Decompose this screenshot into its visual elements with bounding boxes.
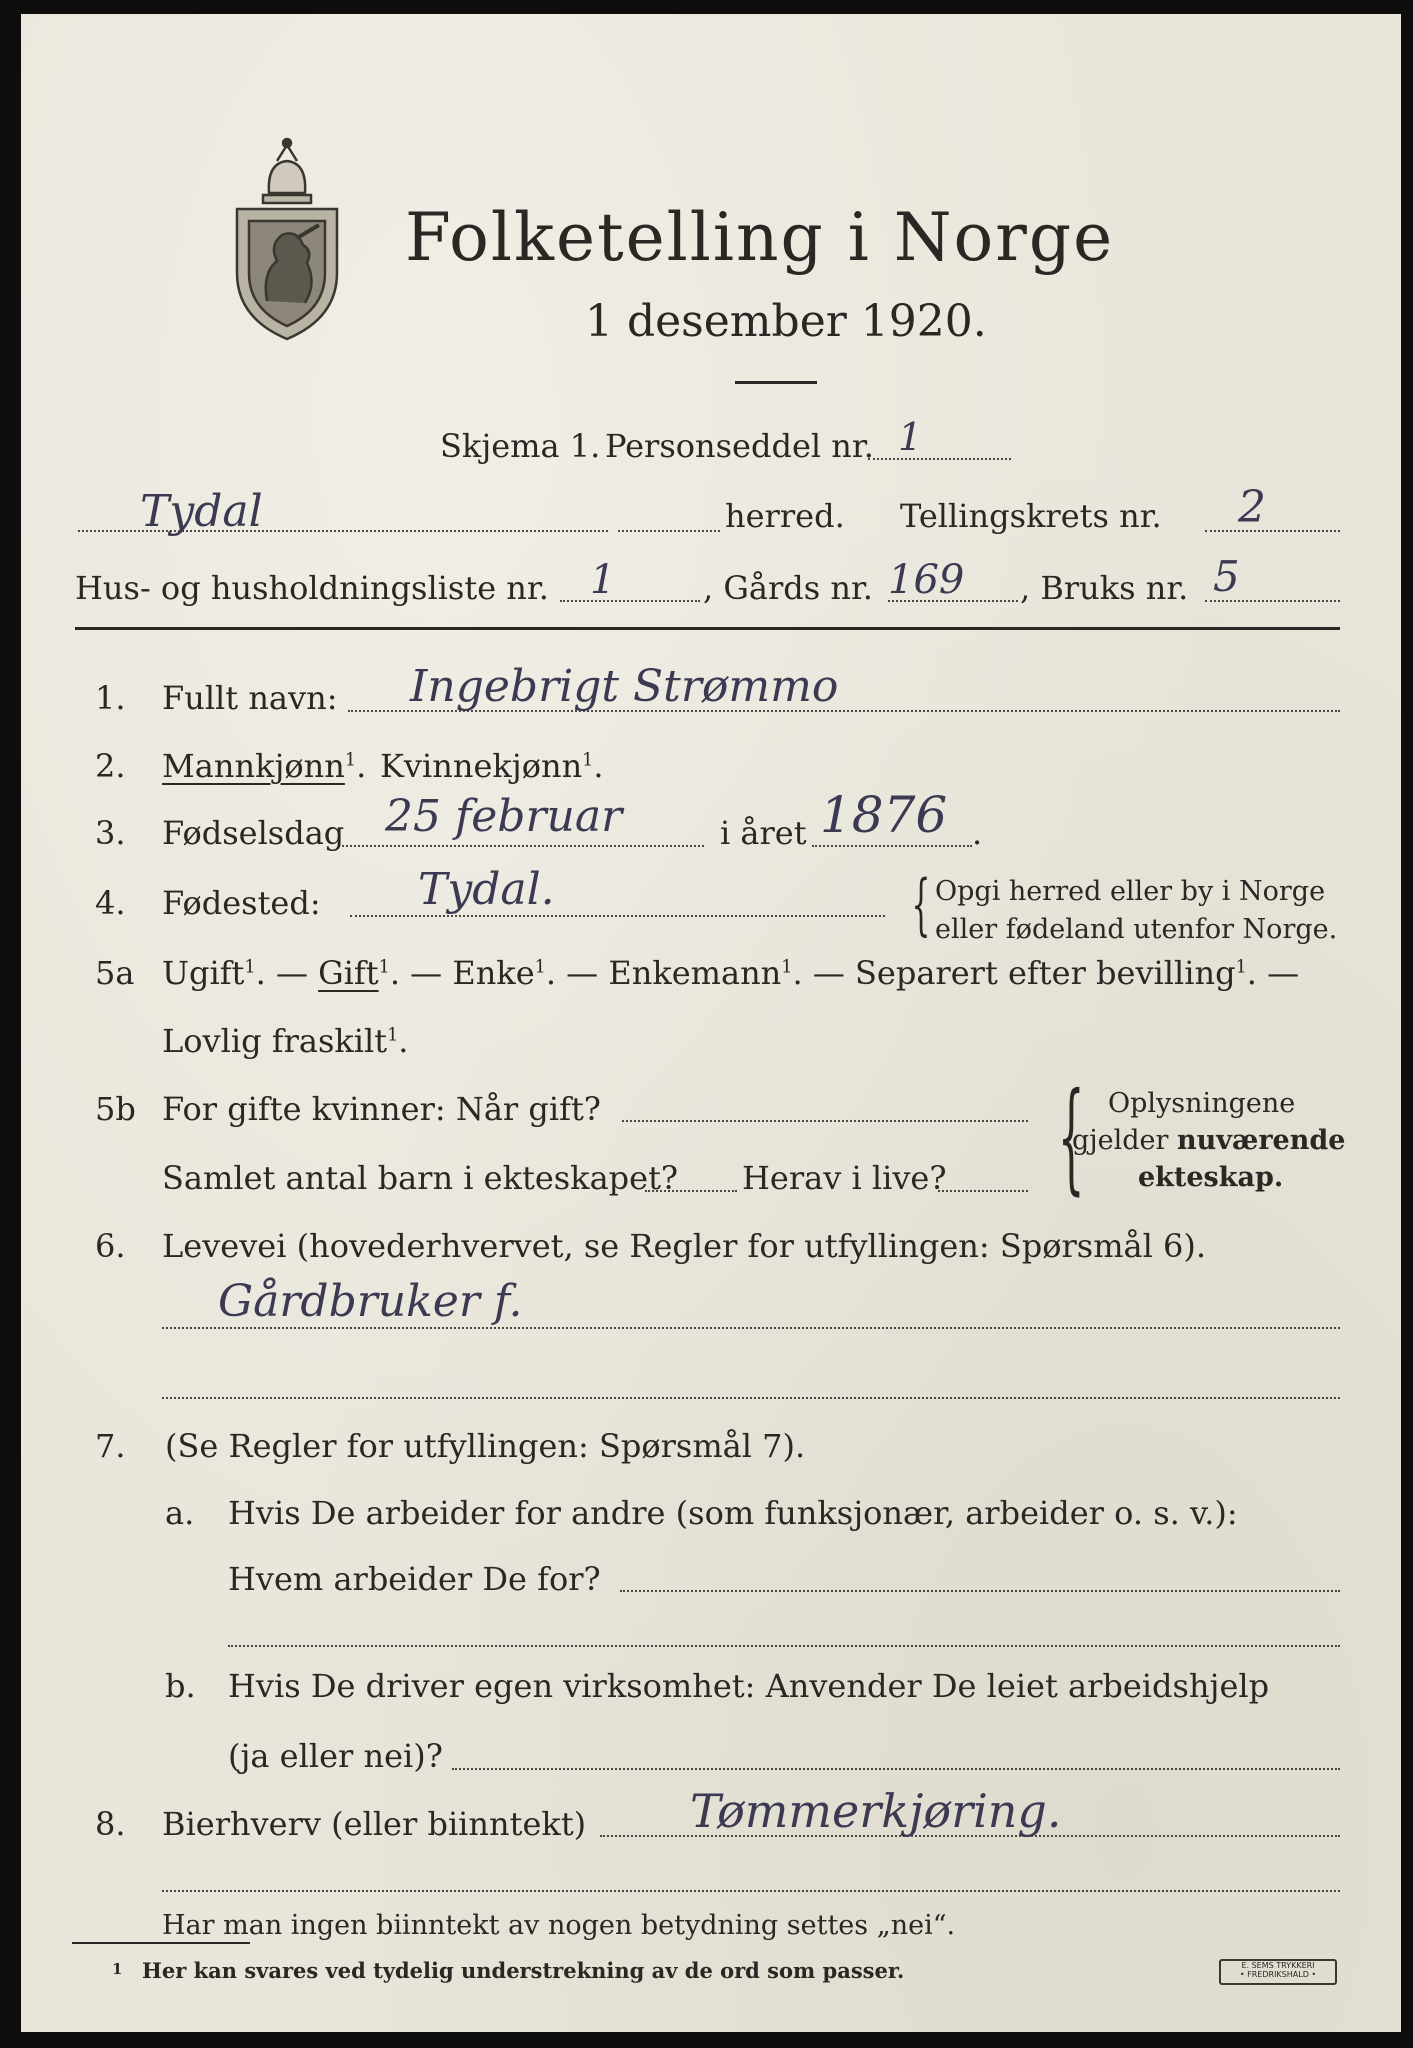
q8-label: Bierhverv (eller biinntekt): [162, 1805, 587, 1843]
page-title: Folketelling i Norge: [405, 199, 1115, 276]
herred-line-2: [618, 530, 720, 532]
herred-line: [78, 530, 608, 532]
q8-line-2: [162, 1890, 1340, 1892]
q3-number: 3.: [95, 814, 126, 852]
q4-brace: {: [911, 866, 931, 943]
q1-number: 1.: [95, 679, 126, 717]
bruks-label: , Bruks nr.: [1020, 569, 1189, 607]
q5a-fraskilt-option: [162, 1022, 409, 1060]
q5b-line1: For gifte kvinner: Når gift?: [162, 1090, 601, 1128]
q5a-ugift: Ugift: [162, 954, 245, 992]
q4-value: Tydal.: [418, 864, 555, 915]
q5a-fn-gift: 1: [378, 957, 390, 978]
q5a-separert: Separert efter bevilling: [855, 954, 1236, 992]
footnote-part-b: tydelig understrekning: [373, 1958, 645, 1983]
q3-day-value: 25 februar: [385, 791, 623, 842]
q3-year-label: i året: [720, 814, 807, 852]
q6-line-2: [162, 1397, 1340, 1399]
q5b-alive-line: [938, 1190, 1028, 1192]
q6-value: Gårdbruker f.: [218, 1276, 523, 1327]
personseddel-label: Personseddel nr.: [605, 427, 874, 465]
q7a-text-2: Hvem arbeider De for?: [228, 1560, 601, 1598]
footnote-mark: 1: [112, 1960, 123, 1978]
q1-label: Fullt navn:: [162, 679, 338, 717]
q5b-note-2b: nuværende: [1177, 1125, 1346, 1156]
stamp-line-2: • FREDRIKSHALD •: [1239, 1970, 1317, 1979]
q5b-note-1: Oplysningene: [1108, 1088, 1296, 1119]
printer-stamp: [1219, 1959, 1337, 1985]
q5a-fraskilt: Lovlig fraskilt: [162, 1022, 388, 1060]
q7b-line: [452, 1768, 1340, 1770]
herred-value: Tydal: [140, 486, 263, 537]
q6-number: 6.: [95, 1227, 126, 1265]
q6-label: Levevei (hovederhvervet, se Regler for utfyllingen: Spørsmål 6).: [162, 1227, 1207, 1265]
q1-value: Ingebrigt Strømmo: [410, 661, 839, 712]
q2-male-period: .: [356, 747, 367, 785]
q5b-children-line: [645, 1190, 737, 1192]
footer-note: Har man ingen biinntekt av nogen betydning settes „nei“.: [162, 1910, 956, 1941]
q5a-end: .: [398, 1022, 409, 1060]
q5a-sep-1: . —: [255, 954, 308, 992]
q5a-sep-2: . —: [389, 954, 443, 992]
q2-female-option: [380, 747, 604, 785]
q5b-brace: {: [1057, 1068, 1085, 1207]
q5b-line2b: Herav i live?: [742, 1159, 947, 1197]
q3-year-value: 1876: [820, 786, 948, 844]
q5a-fn-enkemann: 1: [781, 957, 793, 978]
q4-line: [350, 915, 885, 917]
q5a-fn-separert: 1: [1235, 957, 1247, 978]
personseddel-value: 1: [898, 415, 923, 459]
tellingskrets-label: Tellingskrets nr.: [900, 497, 1162, 535]
q5b-note-2: [1072, 1127, 1345, 1154]
q2-female-footnote: 1: [582, 750, 594, 771]
q5b-line2a: Samlet antal barn i ekteskapet?: [162, 1159, 679, 1197]
personseddel-line: [868, 458, 1011, 460]
q5a-fn-fraskilt: 1: [387, 1025, 399, 1046]
q5a-gift: Gift: [318, 954, 379, 992]
herred-label: herred.: [725, 497, 845, 535]
q4-note-2: eller fødeland utenfor Norge.: [935, 914, 1338, 945]
gards-value: 169: [888, 557, 965, 603]
q7a-text: Hvis De arbeider for andre (som funksjonær, arbeider o. s. v.):: [228, 1494, 1238, 1532]
q5a-sep-3: . —: [545, 954, 599, 992]
footnote-part-c: av de ord som passer.: [651, 1958, 905, 1983]
q5b-married-line: [622, 1120, 1028, 1122]
q2-female-period: .: [593, 747, 604, 785]
q2-female-label: Kvinnekjønn: [380, 747, 583, 785]
q2-male-option: [162, 747, 367, 785]
bruks-value: 5: [1213, 552, 1240, 601]
q5b-number: 5b: [95, 1090, 136, 1128]
q2-number: 2.: [95, 747, 126, 785]
q7a-letter: a.: [165, 1494, 195, 1532]
q7a-line-2: [228, 1645, 1340, 1647]
footnote: [142, 1960, 904, 1981]
q5b-note-2a: gjelder: [1072, 1125, 1169, 1156]
q3-end: .: [972, 814, 983, 852]
q7-number: 7.: [95, 1427, 126, 1465]
q3-day-line: [342, 845, 704, 847]
husliste-value: 1: [590, 557, 616, 603]
q5a-enkemann: Enkemann: [608, 954, 782, 992]
husliste-label: Hus- og husholdningsliste nr.: [75, 569, 549, 607]
q3-year-line: [812, 845, 972, 847]
census-date: 1 desember 1920.: [585, 296, 987, 347]
footnote-rule: [72, 1942, 250, 1944]
q4-number: 4.: [95, 884, 126, 922]
q7b-text-2: (ja eller nei)?: [228, 1737, 443, 1775]
q5a-number: 5a: [95, 954, 135, 992]
q8-value: Tømmerkjøring.: [690, 1784, 1062, 1838]
q5a-sep-5: . —: [1246, 954, 1300, 992]
q5a-fn-enke: 1: [534, 957, 546, 978]
q7b-text: Hvis De driver egen virksomhet: Anvender De leiet arbeidshjelp: [228, 1667, 1270, 1705]
q2-male-footnote: 1: [344, 750, 357, 771]
q4-label: Fødested:: [162, 884, 321, 922]
tellingskrets-line: [1205, 530, 1340, 532]
husliste-line: [560, 600, 700, 602]
gards-label: , Gårds nr.: [703, 569, 873, 607]
header-divider: [75, 627, 1340, 630]
q8-number: 8.: [95, 1805, 126, 1843]
q5b-note-3: ekteskap.: [1138, 1162, 1284, 1193]
q5a-sep-4: . —: [792, 954, 845, 992]
q3-label: Fødselsdag: [162, 814, 345, 852]
q2-male-label: Mannkjønn: [162, 747, 345, 785]
q4-note-1: Opgi herred eller by i Norge: [935, 876, 1326, 907]
stamp-line-1: E. SEMS TRYKKERI: [1241, 1961, 1315, 1970]
tellingskrets-value: 2: [1238, 482, 1266, 533]
q7b-letter: b.: [165, 1667, 196, 1705]
skjema-label: Skjema 1.: [440, 427, 601, 465]
q5a-enke: Enke: [452, 954, 535, 992]
footnote-part-a: Her kan svares ved: [142, 1958, 366, 1983]
q5a-options: [162, 954, 1300, 992]
q6-line-1: [162, 1327, 1340, 1329]
q7-label: (Se Regler for utfyllingen: Spørsmål 7).: [165, 1427, 806, 1465]
coat-of-arms-icon: [227, 133, 347, 343]
q7a-line-1: [620, 1590, 1340, 1592]
title-divider: [735, 381, 817, 384]
q5a-fn-ugift: 1: [244, 957, 256, 978]
